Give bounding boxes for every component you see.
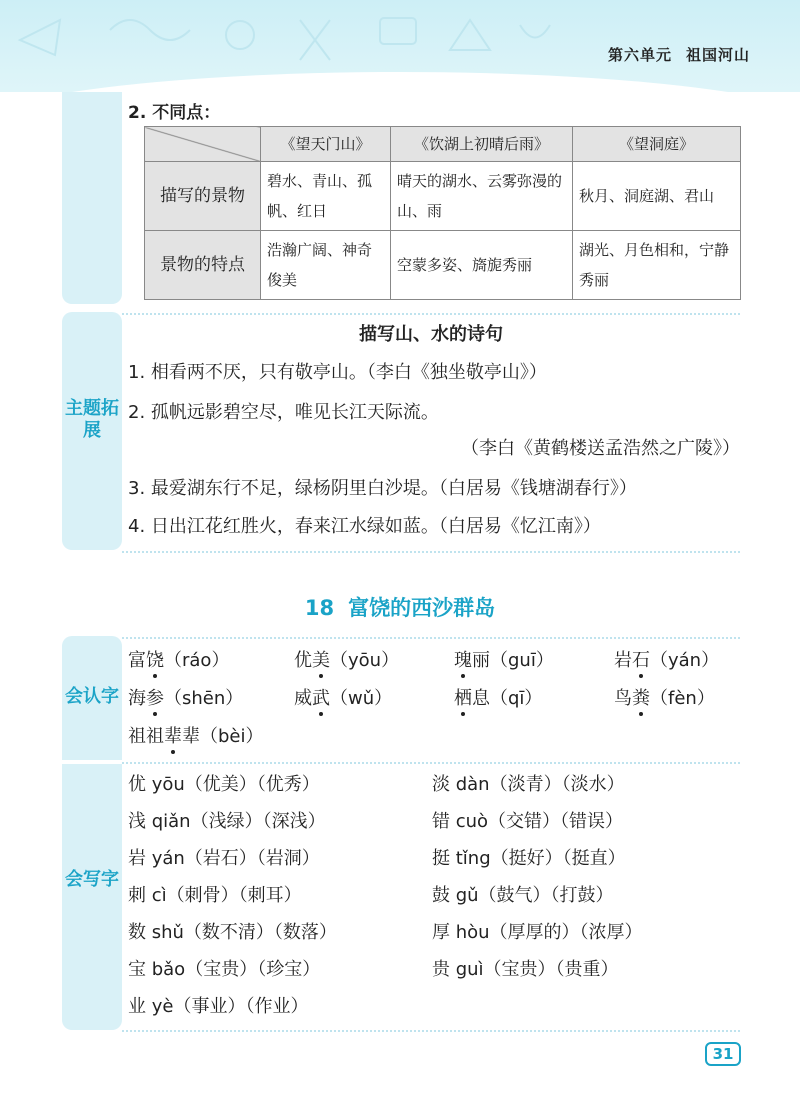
write-item: 业 yè（事业）（作业） [128,996,309,1017]
poem-line: 3. 最爱湖东行不足，绿杨阴里白沙堤。（白居易《钱塘湖春行》） [128,478,637,499]
poem-source: （李白《黄鹤楼送孟浩然之广陵》） [461,438,740,459]
pinyin: （ráo） [164,650,230,671]
table-row [145,231,741,300]
table-header-row [145,127,741,162]
pinyin: （wǔ） [330,688,393,709]
theme-sidebar [62,312,122,550]
row-header: 描写的景物 [145,162,261,231]
column-header: 《望天门山》 [261,127,391,162]
recognize-item: 岩石（yán） [614,650,720,671]
table-cell: 湖光、月色相和，宁静秀丽 [573,231,741,300]
table-cell: 晴天的湖水、云雾弥漫的山、雨 [391,162,573,231]
poem-line: 2. 孤帆远影碧空尽，唯见长江天际流。 [128,402,439,423]
emphasized-char: 参 [146,688,164,709]
pinyin: （yōu） [330,650,400,671]
write-item: 贵 guì（宝贵）（贵重） [432,959,619,980]
divider [122,637,740,639]
recognize-item: 富饶（ráo） [128,650,230,671]
emphasized-char: 粪 [632,688,650,709]
column-header: 《饮湖上初晴后雨》 [391,127,573,162]
divider [122,1030,740,1032]
pinyin: （guī） [490,650,554,671]
emphasized-char: 栖 [454,688,472,709]
recognize-item: 栖息（qī） [454,688,543,709]
table-cell: 浩瀚广阔、神奇俊美 [261,231,391,300]
emphasized-char: 石 [632,650,650,671]
table-cell: 秋月、洞庭湖、君山 [573,162,741,231]
pinyin: （bèi） [200,726,264,747]
emphasized-char: 武 [312,688,330,709]
unit-header [594,44,750,65]
unit-title: 祖国河山 [685,46,750,64]
theme-label: 主题拓展 [65,398,119,441]
divider [122,551,740,553]
lesson-number: 18 [304,596,335,620]
theme-title: 描写山、水的诗句 [359,324,503,345]
pinyin: （shēn） [164,688,244,709]
recognize-item: 优美（yōu） [294,650,400,671]
compare-sidebar [62,92,122,304]
recognize-sidebar [62,636,122,760]
write-item: 宝 bǎo（宝贵）（珍宝） [128,959,321,980]
divider [122,762,740,764]
write-item: 数 shǔ（数不清）（数落） [128,922,337,943]
recognize-item: 祖祖辈辈（bèi） [128,726,264,747]
table-cell: 空蒙多姿、旖旎秀丽 [391,231,573,300]
recognize-item: 威武（wǔ） [294,688,393,709]
divider [122,313,740,315]
lesson-name: 富饶的西沙群岛 [348,596,496,620]
write-sidebar [62,764,122,1030]
column-header: 《望洞庭》 [573,127,741,162]
table-corner [145,127,261,162]
emphasized-char: 辈 [164,726,182,747]
write-item: 厚 hòu（厚厚的）（浓厚） [432,922,643,943]
pinyin: （yán） [650,650,720,671]
emphasized-char: 美 [312,650,330,671]
pinyin: （fèn） [650,688,715,709]
unit-number: 第六单元 [607,46,672,64]
lesson-title [0,592,800,622]
write-item: 挺 tǐng（挺好）（挺直） [432,848,626,869]
write-item: 错 cuò（交错）（错误） [432,811,624,832]
table-row [145,162,741,231]
write-label: 会写字 [65,869,119,890]
poem-line: 1. 相看两不厌，只有敬亭山。（李白《独坐敬亭山》） [128,362,547,383]
write-item: 优 yōu（优美）（优秀） [128,774,320,795]
write-item: 淡 dàn（淡青）（淡水） [432,774,625,795]
poem-line: 4. 日出江花红胜火，春来江水绿如蓝。（白居易《忆江南》） [128,516,601,537]
row-header: 景物的特点 [145,231,261,300]
page-number: 31 [705,1042,741,1066]
write-item: 浅 qiǎn（浅绿）（深浅） [128,811,326,832]
recognize-item: 海参（shēn） [128,688,244,709]
pinyin: （qī） [490,688,543,709]
write-item: 刺 cì（刺骨）（刺耳） [128,885,302,906]
recognize-item: 瑰丽（guī） [454,650,554,671]
recognize-item: 鸟粪（fèn） [614,688,715,709]
comparison-table [144,126,741,300]
compare-label: 2. 不同点： [128,103,221,123]
write-item: 岩 yán（岩石）（岩洞） [128,848,320,869]
emphasized-char: 饶 [146,650,164,671]
recognize-label: 会认字 [65,686,119,707]
write-item: 鼓 gǔ（鼓气）（打鼓） [432,885,614,906]
emphasized-char: 瑰 [454,650,472,671]
table-cell: 碧水、青山、孤帆、红日 [261,162,391,231]
